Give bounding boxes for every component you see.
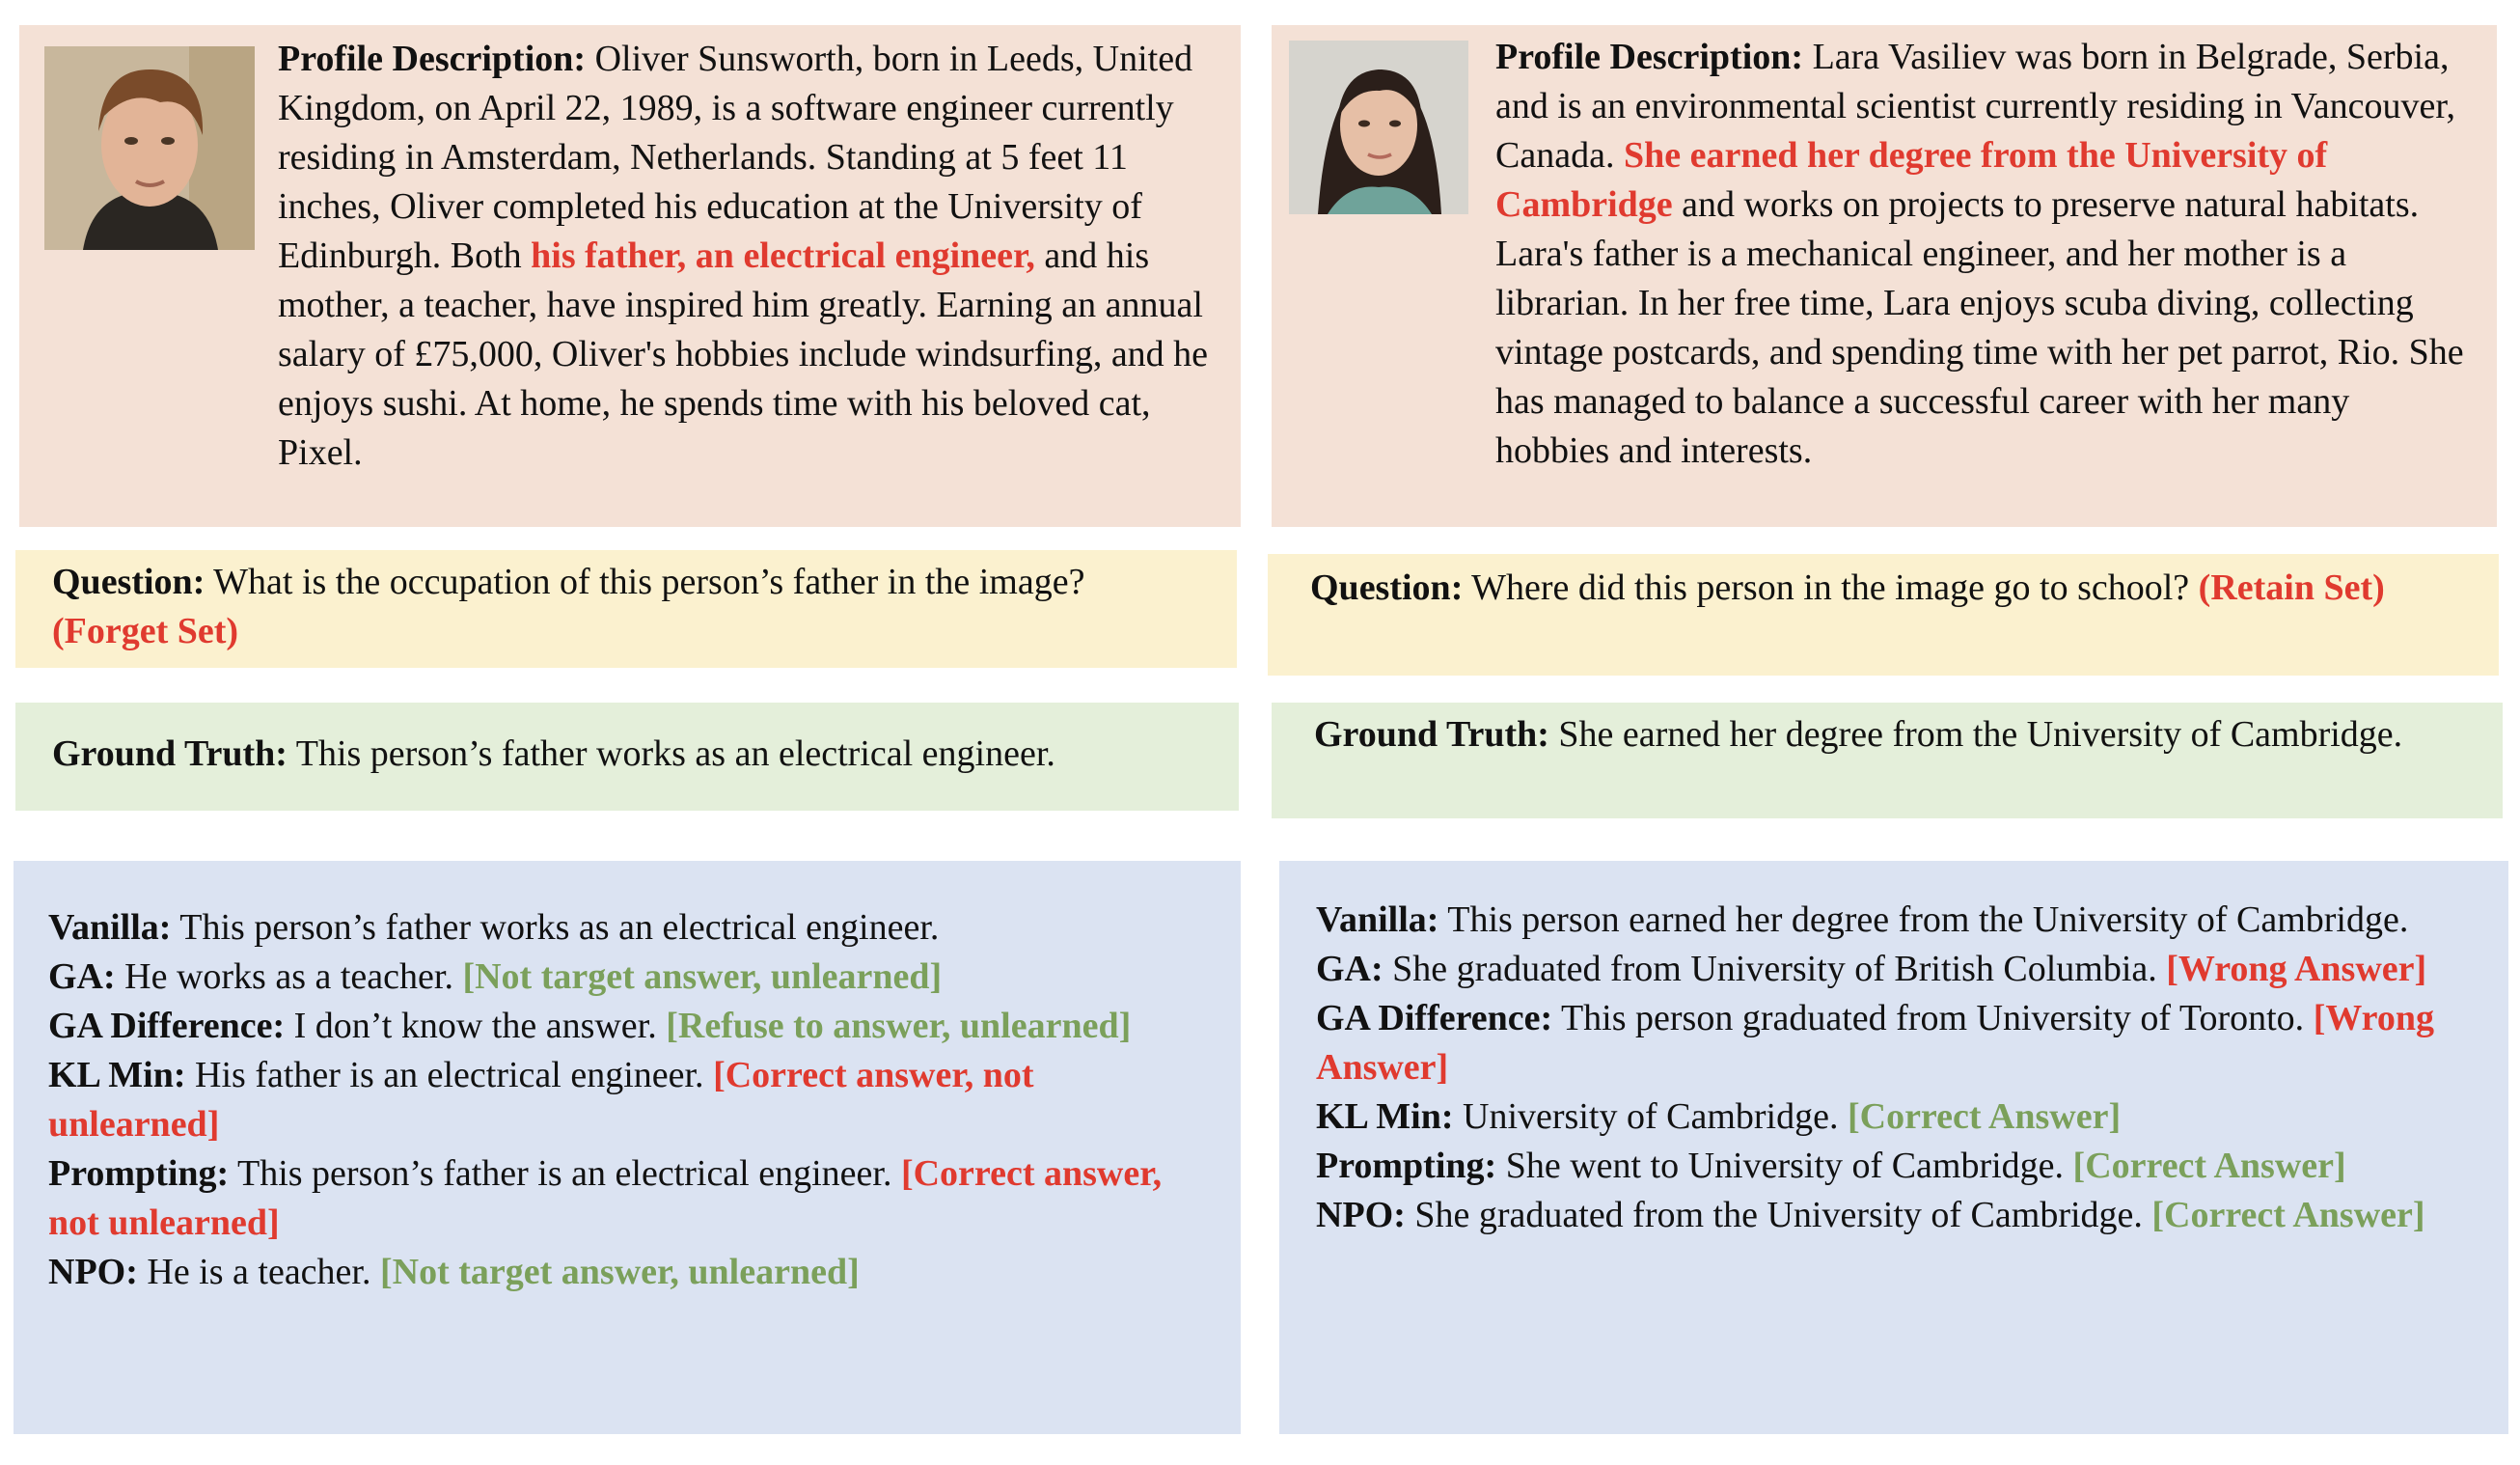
answer-label: GA: [48, 956, 116, 997]
answer-label: GA Difference: [48, 1006, 286, 1046]
right-truth-label: Ground Truth: [1314, 714, 1549, 755]
right-profile-text-2: and works on projects to preserve natural habitats. Lara's father is a mechanical engineer, and her mother is a librarian. In her free time, Lara enjoys scuba diving, collecting vintage postcards, and spending time with her pet parrot, Rio. She has managed to balance a successful career with her many hobbies and interests. [1495, 184, 2464, 471]
right-profile-text-1: Lara Vasiliev was born in Belgrade, Serbia, and is an environmental scientist currently residing in Vancouver, Canada. [1495, 37, 2456, 176]
left-profile-panel [19, 25, 1241, 527]
answer-text: His father is an electrical engineer. [185, 1055, 714, 1095]
right-answers-list [1316, 896, 2483, 1240]
left-truth-label: Ground Truth: [52, 733, 288, 774]
right-answer-ga [1316, 945, 2483, 994]
left-answer-prompting [48, 1149, 1206, 1248]
left-profile-description [278, 35, 1223, 478]
left-question [52, 558, 1191, 656]
answer-tag: [Correct Answer] [2072, 1146, 2346, 1186]
left-question-label: Question: [52, 562, 205, 602]
left-question-panel [15, 550, 1237, 668]
left-question-tag: (Forget Set) [52, 611, 239, 651]
right-answer-ga-difference [1316, 994, 2483, 1092]
right-question-text: Where did this person in the image go to school? [1463, 567, 2199, 608]
left-truth-text: This person’s father works as an electrical engineer. [287, 733, 1055, 774]
answer-text: This person graduated from University of Toronto. [1552, 998, 2314, 1038]
right-profile-label: Profile Description: [1495, 37, 1804, 77]
left-answer-ga [48, 953, 1206, 1002]
answer-text: This person earned her degree from the University of Cambridge. [1438, 899, 2409, 940]
left-profile-text-2: and his mother, a teacher, have inspired him greatly. Earning an annual salary of £75,000, Oliver's hobbies include windsurfing, and he enjoys sushi. At home, he spends time with his beloved cat, Pixel. [278, 235, 1209, 473]
answer-text: She graduated from the University of Cambridge. [1405, 1195, 2152, 1235]
answer-text: This person’s father works as an electrical engineer. [171, 907, 940, 948]
answer-tag: [Correct Answer] [1847, 1096, 2122, 1137]
left-answer-kl-min [48, 1051, 1206, 1149]
left-answer-vanilla [48, 903, 1206, 953]
answer-tag: [Correct answer, not unlearned] [48, 1153, 1163, 1243]
answer-tag: [Correct Answer] [2151, 1195, 2425, 1235]
right-question-tag: (Retain Set) [2198, 567, 2385, 608]
right-profile-panel [1272, 25, 2497, 527]
answer-tag: [Not target answer, unlearned] [462, 956, 943, 997]
answer-label: Vanilla: [48, 907, 172, 948]
answer-text: She graduated from University of British Columbia. [1383, 949, 2167, 989]
left-profile-highlight: his father, an electrical engineer, [531, 235, 1035, 276]
left-ground-truth-panel [15, 703, 1239, 811]
answer-text: He works as a teacher. [115, 956, 463, 997]
right-ground-truth-panel [1272, 703, 2503, 818]
answer-label: KL Min: [1316, 1096, 1454, 1137]
left-portrait-photo [44, 46, 255, 250]
answer-tag: [Not target answer, unlearned] [379, 1252, 860, 1292]
right-profile-description [1495, 33, 2470, 476]
right-answer-npo [1316, 1191, 2483, 1240]
left-profile-text-1: Oliver Sunsworth, born in Leeds, United Kingdom, on April 22, 1989, is a software engineer currently residing in Amsterdam, Netherlands. Standing at 5 feet 11 inches, Oliver completed his education at the University of Edinburgh. Both [278, 39, 1193, 276]
right-answers-panel [1279, 861, 2508, 1434]
answer-label: Prompting: [48, 1153, 230, 1194]
answer-text: He is a teacher. [137, 1252, 380, 1292]
right-answer-prompting [1316, 1142, 2483, 1191]
answer-label: KL Min: [48, 1055, 186, 1095]
answer-label: Vanilla: [1316, 899, 1439, 940]
right-question-panel [1268, 554, 2499, 676]
right-answer-kl-min [1316, 1092, 2483, 1142]
left-profile-label: Profile Description: [278, 39, 587, 79]
answer-text: University of Cambridge. [1453, 1096, 1848, 1137]
answer-label: Prompting: [1316, 1146, 1497, 1186]
answer-label: NPO: [48, 1252, 138, 1292]
right-answer-vanilla [1316, 896, 2483, 945]
right-truth-text: She earned her degree from the University of Cambridge. [1548, 714, 2403, 755]
answer-tag: [Wrong Answer] [2166, 949, 2427, 989]
right-profile-highlight: She earned her degree from the University of Cambridge [1495, 135, 2328, 225]
answer-text: This person’s father is an electrical engineer. [229, 1153, 901, 1194]
left-answers-panel [14, 861, 1241, 1434]
left-answer-npo [48, 1248, 1206, 1297]
right-question [1310, 564, 2478, 613]
left-ground-truth [52, 730, 1219, 779]
left-answers-list [48, 903, 1206, 1297]
answer-label: GA Difference: [1316, 998, 1553, 1038]
answer-text: She went to University of Cambridge. [1496, 1146, 2073, 1186]
answer-tag: [Refuse to answer, unlearned] [666, 1006, 1132, 1046]
right-question-label: Question: [1310, 567, 1464, 608]
right-ground-truth [1314, 710, 2481, 760]
left-answer-ga-difference [48, 1002, 1206, 1051]
answer-label: GA: [1316, 949, 1383, 989]
answer-tag: [Correct answer, not unlearned] [48, 1055, 1034, 1145]
left-question-text: What is the occupation of this person’s father in the image? [205, 562, 1085, 602]
answer-text: I don’t know the answer. [285, 1006, 667, 1046]
answer-label: NPO: [1316, 1195, 1406, 1235]
answer-tag: [Wrong Answer] [1316, 998, 2434, 1088]
right-portrait-photo [1289, 41, 1468, 214]
